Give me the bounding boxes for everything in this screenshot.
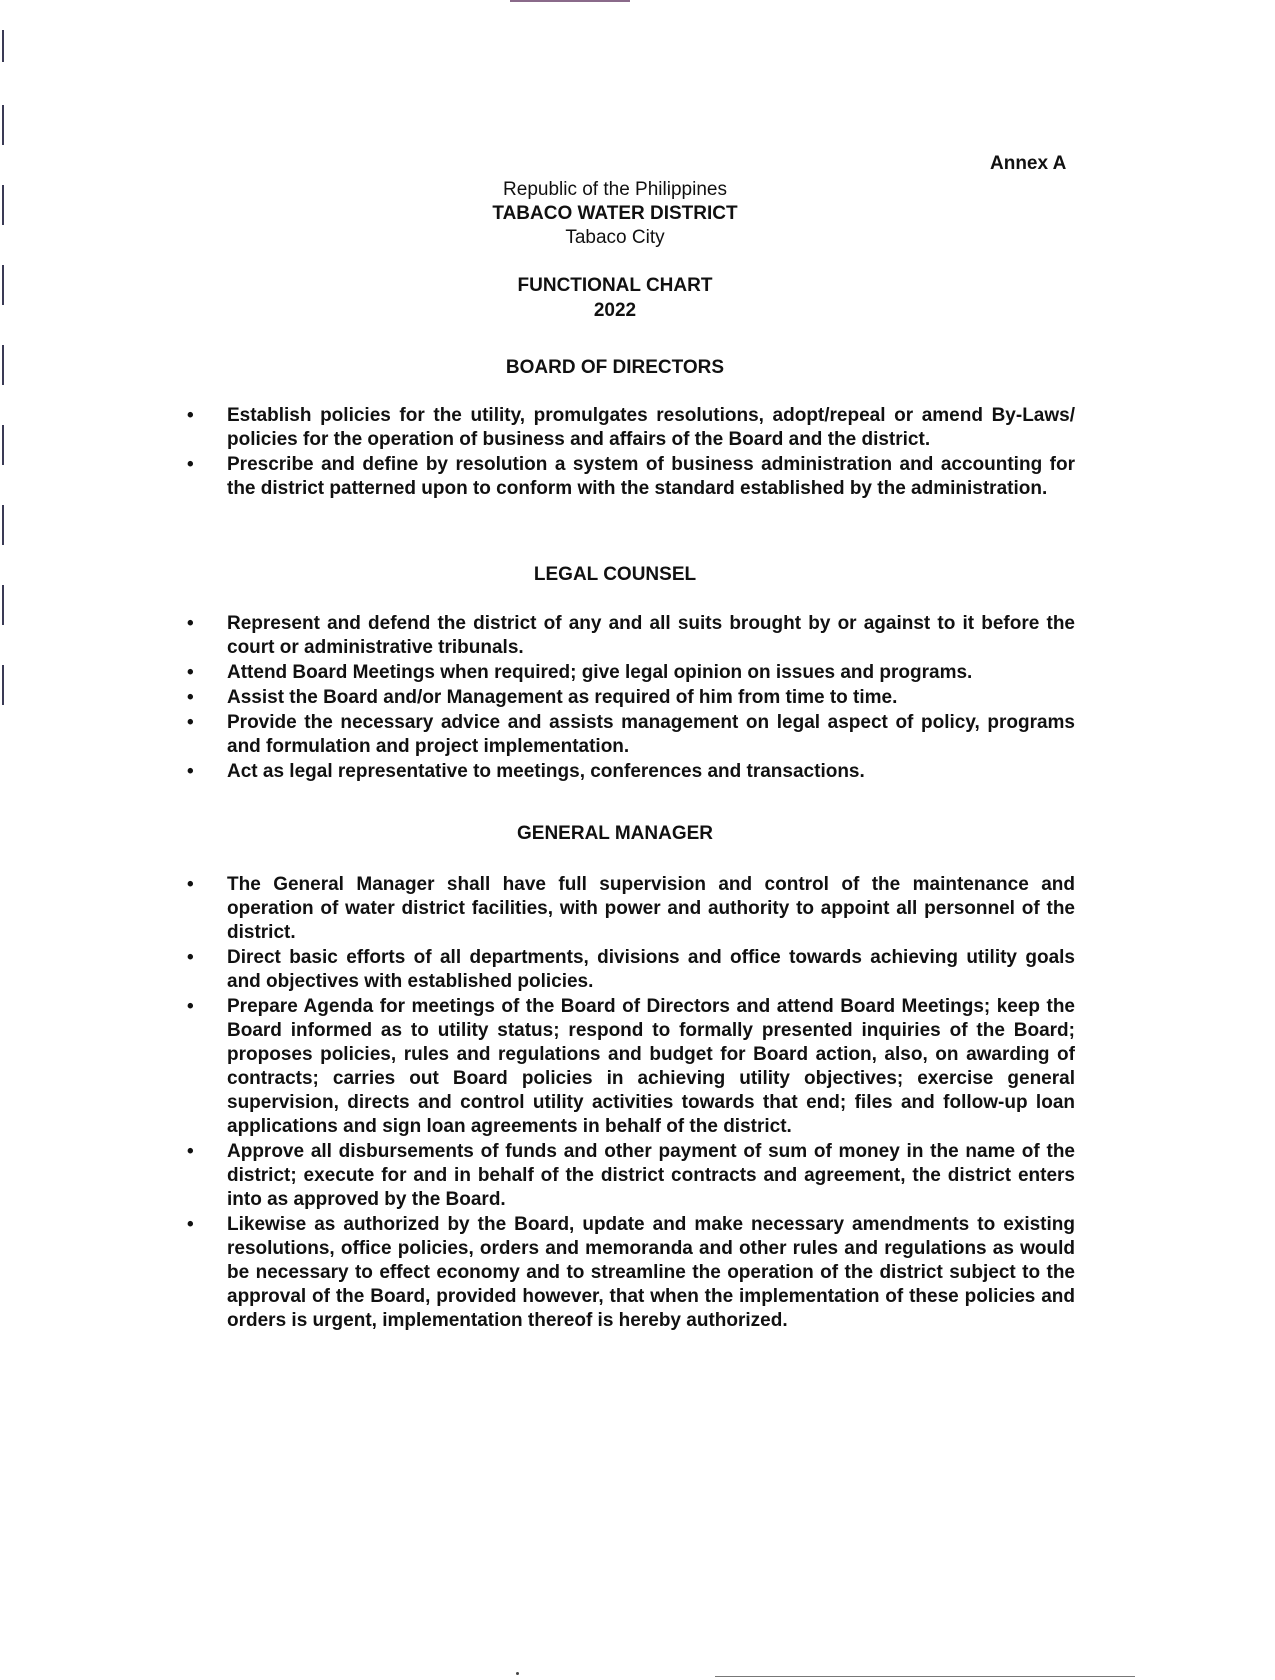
- document-title: [0, 273, 1230, 323]
- general-manager-duties: [187, 873, 1075, 1334]
- title-functional-chart: FUNCTIONAL CHART: [517, 275, 713, 296]
- list-item: • Represent and defend the district of any and all suits brought by or against to it before the court or administrative tribunals.: [187, 612, 1075, 660]
- scan-artifact-bottom-dot: [516, 1672, 519, 1675]
- list-item: • Prescribe and define by resolution a system of business administration and accounting for the district patterned upon to conform with the standard established by the administration.: [187, 453, 1075, 501]
- scan-artifact-bottom-line: [715, 1676, 1135, 1677]
- legal-counsel-duties: [187, 612, 1075, 785]
- list-item: • Direct basic efforts of all departments, divisions and office towards achieving utility goals and objectives with established policies.: [187, 946, 1075, 994]
- list-item: • Establish policies for the utility, promulgates resolutions, adopt/repeal or amend By-Laws/ policies for the operation of business and affairs of the Board and the district.: [187, 404, 1075, 452]
- section-title-board-of-directors: BOARD OF DIRECTORS: [505, 357, 725, 378]
- header-city: Tabaco City: [565, 227, 665, 248]
- list-item: • Provide the necessary advice and assists management on legal aspect of policy, programs and formulation and project implementation.: [187, 711, 1075, 759]
- list-item: • Likewise as authorized by the Board, update and make necessary amendments to existing resolutions, office policies, orders and memoranda and other rules and regulations as would be necessary to effect economy and to streamline the operation of the district subject to the approval of the Board, provided however, that when the implementation of these policies and orders is urgent, implementation thereof is hereby authorized.: [187, 1213, 1075, 1333]
- title-year: 2022: [593, 300, 637, 321]
- list-item: • Prepare Agenda for meetings of the Board of Directors and attend Board Meetings; keep the Board informed as to utility status; respond to formally presented inquiries of the Board; proposes policies, rules and regulations and budget for Board action, also, on awarding of contracts; carries out Board policies in achieving utility objectives; exercise general supervision, directs and control utility activities towards that end; files and follow-up loan applications and sign loan agreements in behalf of the district.: [187, 995, 1075, 1139]
- section-title-legal-counsel: LEGAL COUNSEL: [533, 564, 697, 585]
- section-title-general-manager: GENERAL MANAGER: [517, 823, 713, 844]
- list-item: • Assist the Board and/or Management as required of him from time to time.: [187, 686, 1075, 710]
- list-item: • Attend Board Meetings when required; give legal opinion on issues and programs.: [187, 661, 1075, 685]
- list-item: • Approve all disbursements of funds and other payment of sum of money in the name of the district; execute for and in behalf of the district contracts and agreement, the district enters into as approved by the Board.: [187, 1140, 1075, 1212]
- scan-artifact-left-edge: [0, 0, 10, 760]
- scan-artifact-top: [510, 0, 630, 2]
- header-republic: Republic of the Philippines: [503, 179, 727, 200]
- annex-label: Annex A: [990, 153, 1067, 174]
- list-item: • Act as legal representative to meetings, conferences and transactions.: [187, 760, 1075, 784]
- header-organization: TABACO WATER DISTRICT: [492, 203, 738, 224]
- document-header: [0, 178, 1230, 250]
- list-item: • The General Manager shall have full supervision and control of the maintenance and operation of water district facilities, with power and authority to appoint all personnel of the district.: [187, 873, 1075, 945]
- board-of-directors-duties: [187, 404, 1075, 502]
